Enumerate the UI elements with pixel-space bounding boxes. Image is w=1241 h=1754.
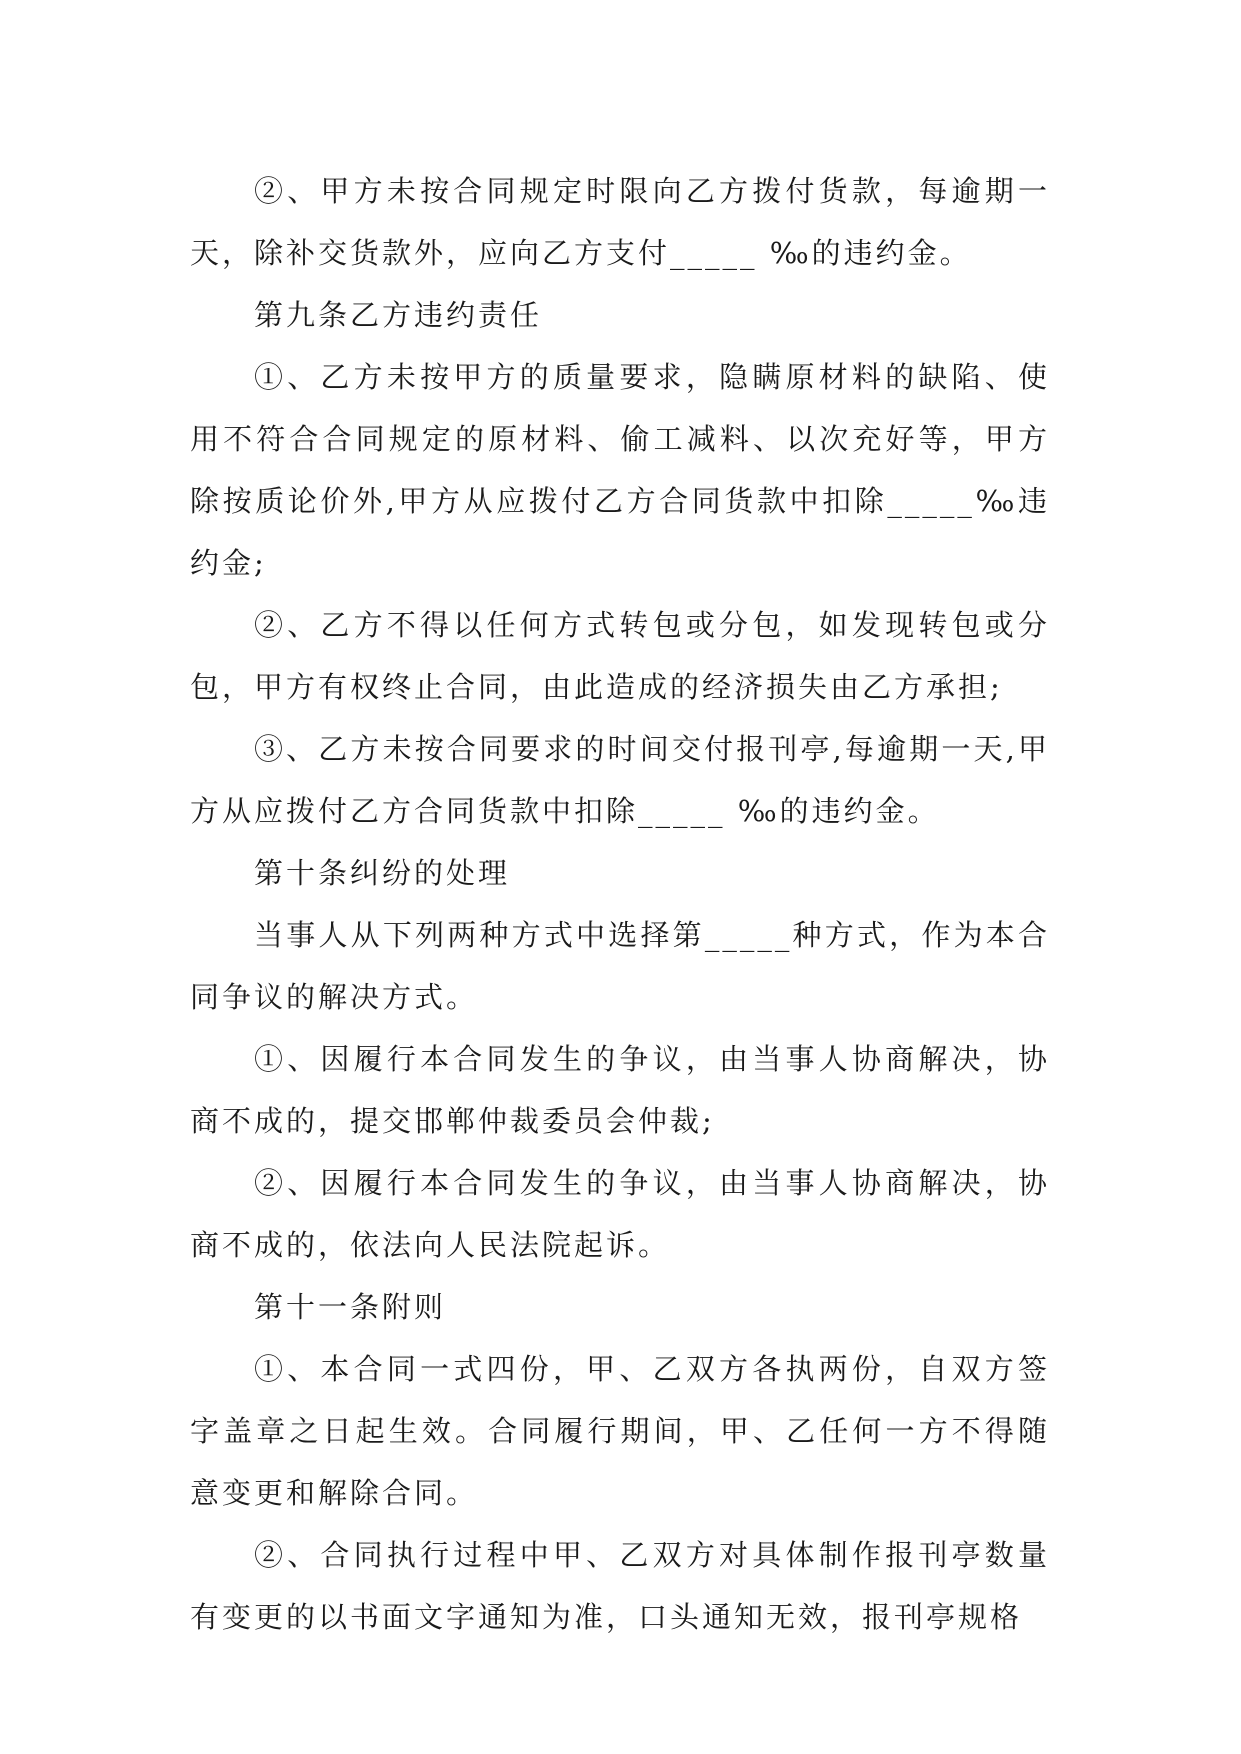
article-11-heading: 第十一条附则 [254, 1290, 447, 1324]
document-body [190, 160, 1050, 1648]
clause-9-item-1: ①、乙方未按甲方的质量要求，隐瞒原材料的缺陷、使用不符合合同规定的原材料、偷工减料、以次充好等，甲方除按质论价外,甲方从应拨付乙方合同货款中扣除_____‰违约金; [190, 360, 1050, 580]
article-10-heading: 第十条纠纷的处理 [254, 856, 511, 890]
clause-9-item-2: ②、乙方不得以任何方式转包或分包，如发现转包或分包，甲方有权终止合同，由此造成的经济损失由乙方承担; [190, 608, 1050, 704]
clause-10-intro: 当事人从下列两种方式中选择第_____种方式，作为本合同争议的解决方式。 [190, 918, 1050, 1014]
clause-11-item-2: ②、合同执行过程中甲、乙双方对具体制作报刊亭数量有变更的以书面文字通知为准，口头通知无效，报刊亭规格 [190, 1538, 1050, 1634]
clause-9-item-3: ③、乙方未按合同要求的时间交付报刊亭,每逾期一天,甲方从应拨付乙方合同货款中扣除_____ ‰的违约金。 [190, 732, 1050, 828]
clause-10-item-1: ①、因履行本合同发生的争议，由当事人协商解决，协商不成的，提交邯郸仲裁委员会仲裁; [190, 1042, 1050, 1138]
clause-8-item-2: ②、甲方未按合同规定时限向乙方拨付货款，每逾期一天，除补交货款外，应向乙方支付_____ ‰的违约金。 [190, 174, 1050, 270]
clause-10-item-2: ②、因履行本合同发生的争议，由当事人协商解决，协商不成的，依法向人民法院起诉。 [190, 1166, 1050, 1262]
clause-11-item-1: ①、本合同一式四份，甲、乙双方各执两份，自双方签字盖章之日起生效。合同履行期间，甲、乙任何一方不得随意变更和解除合同。 [190, 1352, 1050, 1510]
article-9-heading: 第九条乙方违约责任 [254, 298, 543, 332]
